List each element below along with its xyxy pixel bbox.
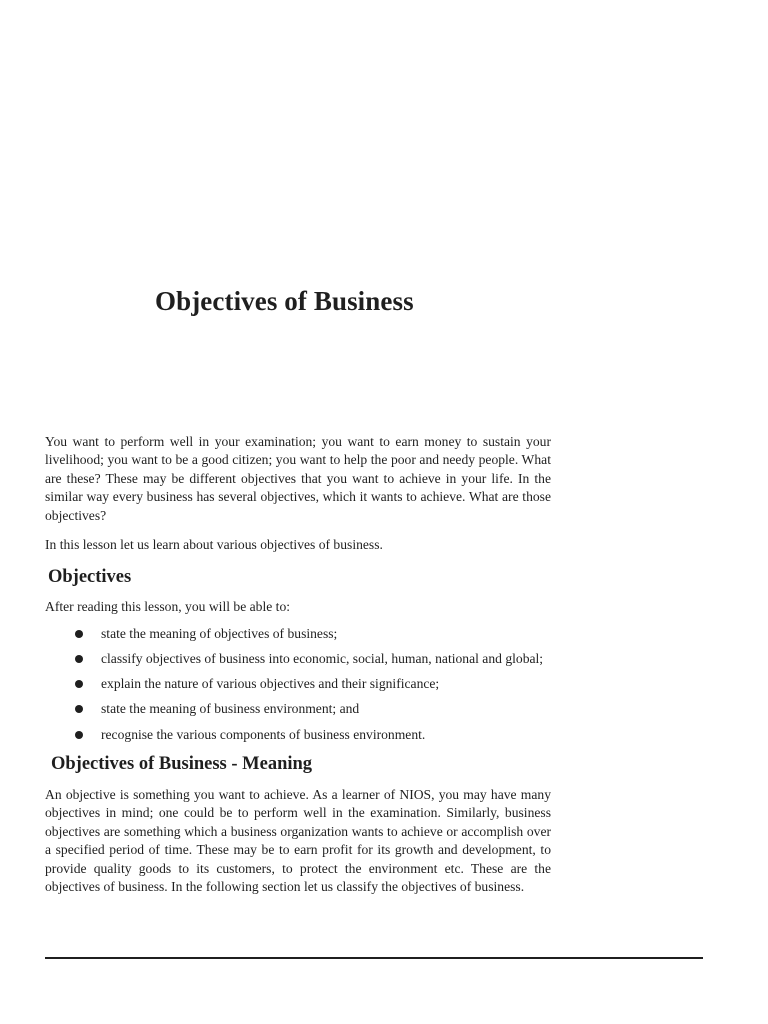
bullet-icon [75, 731, 83, 739]
meaning-heading: Objectives of Business - Meaning [51, 754, 313, 775]
list-item-text: state the meaning of objectives of business; [101, 625, 338, 641]
bullet-icon [75, 705, 83, 713]
list-item-text: classify objectives of business into economic, social, human, national and global; [101, 651, 544, 667]
meaning-paragraph: An objective is something you want to achieve. As a learner of NIOS, you may have many objectives in mind; one could be to perform well in the examination. Similarly, business objectives are something which a business organization wants to achieve or accomplish over a specified period of time. These may be to earn profit for its growth and development, to provide quality goods to its customers, to protect the environment etc. These are the objectives of business. In the following section let us classify the objectives of business. [45, 787, 551, 895]
intro-paragraph: You want to perform well in your examination; you want to earn money to sustain your livelihood; you want to be a good citizen; you want to help the poor and needy people. What are these? These may be different objectives that you want to achieve in your life. In the similar way every business has several objectives, which it wants to achieve. What are those objectives? [45, 434, 551, 523]
objectives-list [45, 625, 551, 744]
footer-divider [45, 957, 703, 959]
list-item-text: state the meaning of business environment; and [101, 701, 360, 717]
bullet-icon [75, 680, 83, 688]
bullet-icon [75, 655, 83, 663]
page-title: Objectives of Business [155, 286, 414, 316]
document-body [45, 433, 551, 897]
lesson-intro-line: In this lesson let us learn about various objectives of business. [45, 537, 383, 553]
objectives-heading: Objectives [48, 567, 132, 588]
meaning-section [45, 753, 551, 896]
list-item [45, 726, 551, 744]
list-item [45, 700, 551, 718]
list-item-text: recognise the various components of business environment. [101, 726, 426, 742]
list-item [45, 675, 551, 693]
list-item [45, 650, 551, 668]
list-item [45, 625, 551, 643]
list-item-text: explain the nature of various objectives and their significance; [101, 676, 440, 692]
bullet-icon [75, 630, 83, 638]
objectives-lead: After reading this lesson, you will be able to: [45, 599, 291, 615]
